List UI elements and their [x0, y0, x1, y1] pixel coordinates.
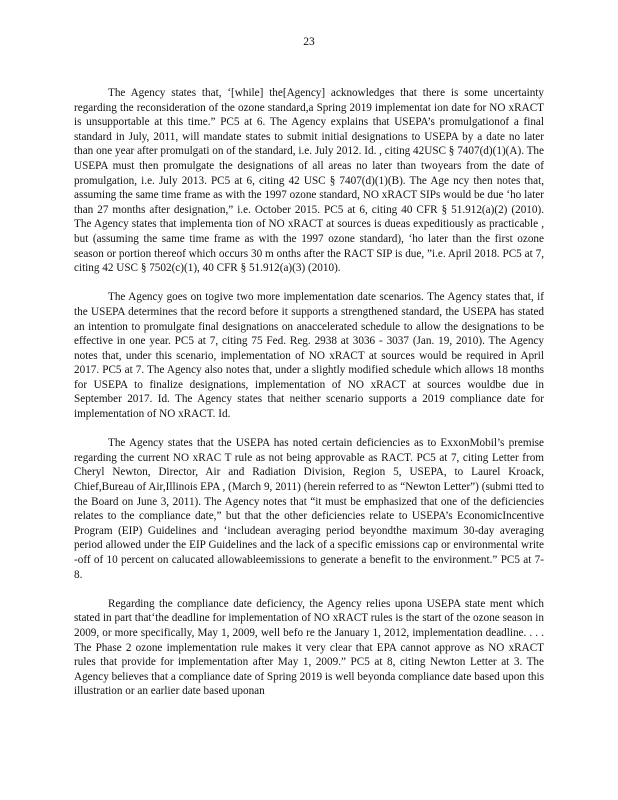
- paragraph-4: Regarding the compliance date deficiency, the Agency relies upona USEPA state ment which stated in part that‘the deadline for implementation of NO xRACT rules is the start of the ozone season in 2009, or more specifically, May 1, 2009, well befo re the January 1, 2012, implementation deadline. . . . The Phase 2 ozone implementation rule makes it very clear that EPA cannot approve as NO xRACT rules that provide for implementation after May 1, 2009.” PC5 at 8, citing Newton Letter at 3. The Agency believes that a compliance date of Spring 2019 is well beyonda compliance date based upon this illustration or an earlier date based uponan: [74, 597, 544, 698]
- paragraph-2: The Agency goes on togive two more implementation date scenarios. The Agency states that, if the USEPA determines that the record before it supports a strengthened standard, the USEPA has stated an intention to promulgate final designations on anaccelerated schedule to allow the designations to be effective in one year. PC5 at 7, citing 75 Fed. Reg. 2938 at 3036 - 3037 (Jan. 19, 2010). The Agency notes that, under this scenario, implementation of NO xRACT at sources would be required in April 2017. PC5 at 7. The Agency also notes that, under a slightly modified schedule which allows 18 months for USEPA to finalize designations, implementation of NO xRACT at sources wouldbe due in September 2017. Id. The Agency states that neither scenario supports a 2019 compliance date for implementation of NO xRACT. Id.: [74, 291, 544, 421]
- page-number: 23: [303, 36, 315, 48]
- paragraph-1: The Agency states that, ‘[while] the[Agency] acknowledges that there is some uncertainty regarding the reconsideration of the ozone standard,a Spring 2019 implementat ion date for NO xRACT is unsupportable at this time.” PC5 at 6. The Agency explains that USEPA’s promulgationof a final standard in July, 2011, will mandate states to submit initial designations to USEPA by a date no later than one year after promulgati on of the standard, i.e. July 2012. Id. , citing 42USC § 7407(d)(1)(A). The USEPA must then promulgate the designations of all areas no later than twoyears from the date of promulgation, i.e. July 2013. PC5 at 6, citing 42 USC § 7407(d)(1)(B). The Age ncy then notes that, assuming the same time frame as with the 1997 ozone standard, NO xRACT SIPs would be due ‘ho later than 27 months after designation,” i.e. October 2015. PC5 at 6, citing 40 CFR § 51.912(a)(2) (2010). The Agency states that implementa tion of NO xRACT at sources is dueas expeditiously as practicable , but (assuming the same time frame as with the 1997 ozone standard), ‘ho later than the first ozone season or portion thereof which occurs 30 m onths after the RACT SIP is due, ”i.e. April 2018. PC5 at 7, citing 42 USC § 7502(c)(1), 40 CFR § 51.912(a)(3) (2010).: [74, 87, 544, 275]
- document-body: [74, 86, 544, 714]
- paragraph-3: The Agency states that the USEPA has noted certain deficiencies as to ExxonMobil’s premise regarding the current NO xRAC T rule as not being approvable as RACT. PC5 at 7, citing Letter from Cheryl Newton, Director, Air and Radiation Division, Region 5, USEPA, to Laurel Kroack, Chief,Bureau of Air,Illinois EPA , (March 9, 2011) (herein referred to as “Newton Letter”) (submi tted to the Board on June 3, 2011). The Agency notes that “it must be emphasized that one of the deficiencies relates to the compliance date,” but that the other deficiencies relate to USEPA’s EconomicIncentive Program (EIP) Guidelines and ‘includean averaging period beyondthe maximum 30-day averaging period allowed under the EIP Guidelines and the lack of a specific emissions cap or environmental write -off of 10 percent on calucated allowableemissions to generate a benefit to the environment.” PC5 at 7-8.: [74, 437, 544, 581]
